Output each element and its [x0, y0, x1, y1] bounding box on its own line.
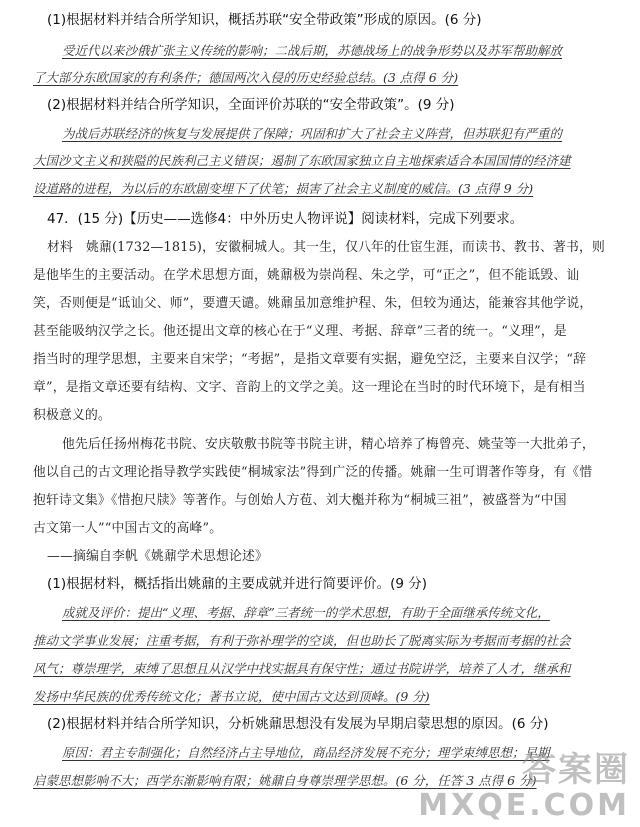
answer-1-line-1: 受近代以来沙俄扩张主义传统的影响；二战后期，苏德战场上的战争形势以及苏军帮助解放: [62, 43, 563, 58]
answer-47-2-line-1: 原因：君主专制强化；自然经济占主导地位，商品经济发展不充分；理学束缚思想；早期: [62, 745, 550, 760]
answer-2-line-3: 设道路的进程，为以后的东欧剧变埋下了伏笔；损害了社会主义制度的威信。(3 点得 9 分): [33, 181, 534, 196]
answer-47-1-line-3: 风气；尊崇理学，束缚了思想且从汉学中找实据具有保守性；通过书院讲学，培养了人才，继承和: [33, 661, 571, 676]
material-para-1-line-6: 章”，是指文章还要有结构、文字、音韵上的文学之美。这一理论在当时的时代环境下，是有相当: [33, 380, 586, 395]
material-para-2-line-1: 他先后任扬州梅花书院、安庆敬敷书院等书院主讲，精心培养了梅曾亮、姚莹等一大批弟子，: [62, 437, 595, 452]
answer-1-line-2: 了大部分东欧国家的有利条件；德国两次入侵的历史经验总结。(3 点得 6 分): [33, 70, 459, 85]
question-47-header: 47．(15 分)【历史——选修4：中外历史人物评说】阅读材料，完成下列要求。: [47, 211, 524, 227]
question-47-2-text: (2)根据材料并结合所学知识，分析姚鼐思想没有发展为早期启蒙思想的原因。(6 分): [47, 716, 549, 732]
answer-2-line-1: 为战后苏联经济的恢复与发展提供了保障；巩固和扩大了社会主义阵营，但苏联犯有严重的: [62, 126, 563, 141]
answer-47-1-line-1: 成就及评价：提出“义理、考据、辞章”三者统一的学术思想，有助于全面继承传统文化，: [62, 605, 550, 620]
material-para-2-line-2: 他以自己的古文理论指导教学实践使“桐城家法”得到广泛的传播。姚鼐一生可谓著作等身，有《惜: [33, 465, 593, 480]
answer-2-line-2: 大国沙文主义和狭隘的民族利己主义错误；遏制了东欧国家独立自主地探索适合本国国情的经济建: [33, 153, 571, 168]
answer-47-1-line-2: 推动文学事业发展；注重考据，有利于弥补理学的空谈，但也助长了脱离实际为考据而考据的社会: [33, 633, 571, 648]
material-para-1-line-5: 指当时的理学思想，主要来自宋学；“考据”，是指文章要有实据，避免空泛，主要来自汉学；“辞: [33, 352, 587, 367]
material-para-1-line-7: 积极意义的。: [33, 408, 111, 423]
material-para-2-line-4: 古文第一人”“中国古文的高峰”。: [33, 521, 223, 536]
question-1-text: (1)根据材料并结合所学知识，概括苏联“安全带政策”形成的原因。(6 分): [47, 12, 482, 28]
material-para-1-line-2: 是他毕生的主要活动。在学术思想方面，姚鼐极为崇尚程、朱之学，可“正之”，但不能诋毁、讪: [33, 268, 580, 283]
material-source: ——摘编自李帆《姚鼐学术思想论述》: [47, 549, 268, 564]
watermark-cn-text: 答案圈: [522, 750, 630, 790]
material-para-2-line-3: 抱轩诗文集》《惜抱尺牍》等著作。与创始人方苞、刘大櫆并称为“桐城三祖”，被盛誉为“中国: [33, 493, 567, 508]
material-para-1-line-3: 笑，否则便是“诋讪父、师”，要遭天谴。姚鼐虽加意维护程、朱，但较为通达，能兼容其他学说，: [33, 296, 593, 311]
answer-47-2-line-2: 启蒙思想影响不大；西学东渐影响有限；姚鼐自身尊崇理学思想。(6 分，任答 3 点得 6 分): [33, 773, 537, 788]
question-47-1-text: (1)根据材料，概括指出姚鼐的主要成就并进行简要评价。(9 分): [47, 576, 428, 592]
material-para-1-line-1: 材料 姚鼐(1732—1815)，安徽桐城人。其一生，仅八年的仕宦生涯，而读书、教书、著书，则: [47, 240, 606, 255]
watermark-en-text: MXQE.COM: [418, 788, 630, 823]
question-2-text: (2)根据材料并结合所学知识，全面评价苏联的“安全带政策”。(9 分): [47, 97, 455, 113]
material-para-1-line-4: 甚至能吸纳汉学之长。他还提出文章的核心在于“义理、考据、辞章”三者的统一。“义理”，是: [33, 324, 567, 339]
answer-47-1-line-4: 发扬中华民族的优秀传统文化；著书立说，使中国古文达到顶峰。(9 分): [33, 689, 430, 704]
site-watermark: [418, 742, 630, 821]
